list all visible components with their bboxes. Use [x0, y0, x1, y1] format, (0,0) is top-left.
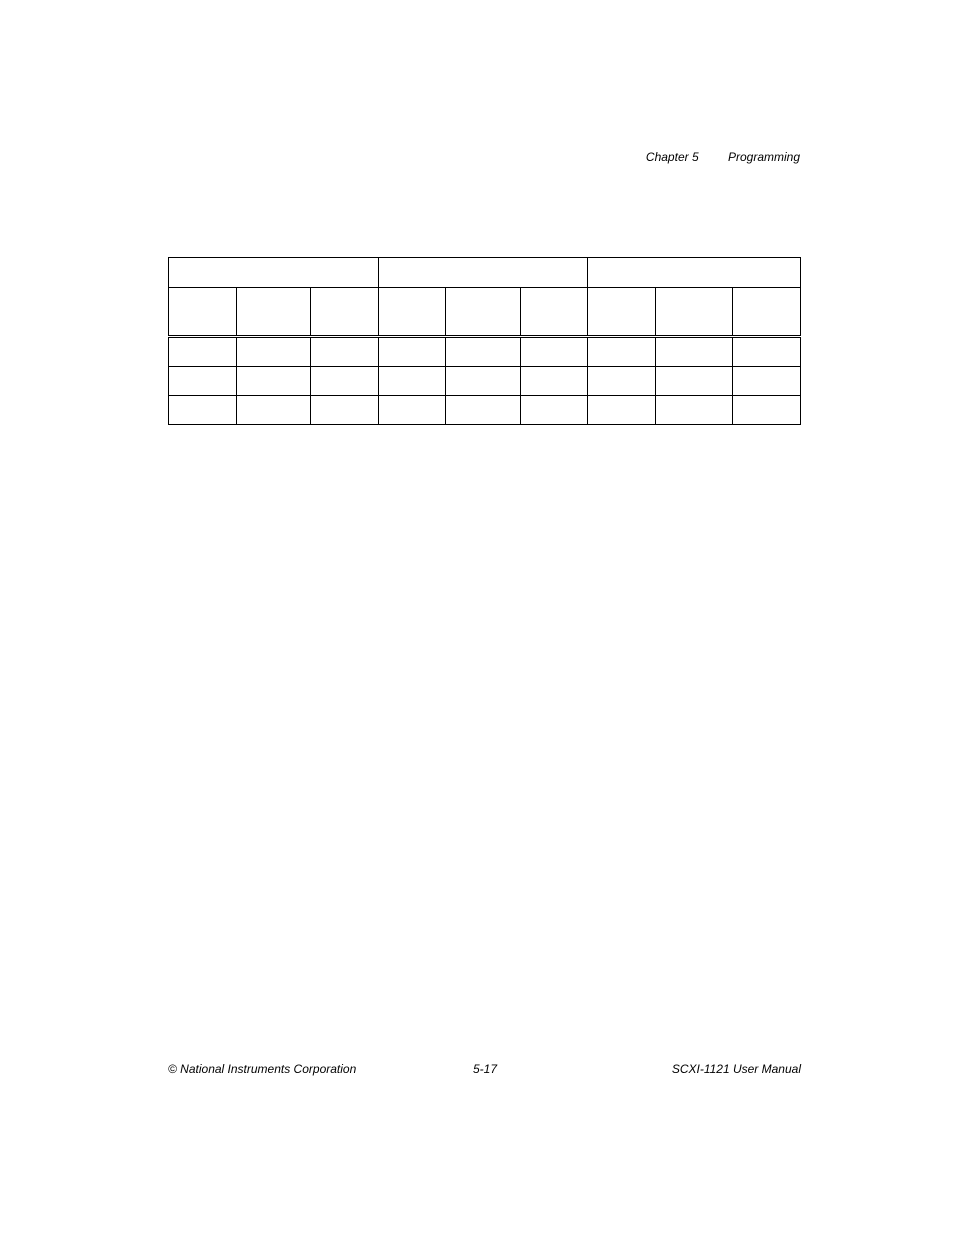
table-cell — [237, 337, 311, 367]
table-cell — [656, 396, 733, 425]
table-cell — [379, 337, 446, 367]
table-cell — [521, 396, 588, 425]
table-cell — [379, 396, 446, 425]
table-cell — [521, 367, 588, 396]
table-column-header — [521, 287, 588, 336]
table-column-header — [588, 287, 656, 336]
chapter-label: Chapter 5 — [645, 150, 699, 164]
table-cell — [169, 367, 237, 396]
table-cell — [588, 337, 656, 367]
table-row — [169, 337, 801, 367]
table-column-header — [311, 287, 379, 336]
table-column-header — [379, 287, 446, 336]
table-cell — [733, 337, 801, 367]
table-cell — [169, 396, 237, 425]
table-column-header — [446, 287, 521, 336]
table-cell — [169, 337, 237, 367]
table-column-header — [237, 287, 311, 336]
table-cell — [237, 396, 311, 425]
table-cell — [588, 367, 656, 396]
table-column-header — [656, 287, 733, 336]
table-column-header — [169, 287, 237, 336]
table-cell — [733, 367, 801, 396]
table-column-header-row — [169, 287, 801, 336]
table-group-header — [379, 258, 588, 288]
table-cell — [588, 396, 656, 425]
table-cell — [733, 396, 801, 425]
table-cell — [656, 367, 733, 396]
table-cell — [446, 367, 521, 396]
footer-copyright: © National Instruments Corporation — [168, 1062, 357, 1076]
table-row — [169, 396, 801, 425]
table-column-header — [733, 287, 801, 336]
table-row — [169, 367, 801, 396]
section-title: Programming — [727, 150, 800, 164]
table-group-header — [588, 258, 801, 288]
table-cell — [656, 337, 733, 367]
running-header — [646, 150, 800, 164]
footer-manual-title: SCXI-1121 User Manual — [671, 1062, 801, 1076]
table-cell — [311, 337, 379, 367]
table-group-header — [169, 258, 379, 288]
table-cell — [521, 337, 588, 367]
table-cell — [311, 396, 379, 425]
table-group-header-row — [169, 258, 801, 288]
data-table — [168, 257, 801, 425]
footer-page-number: 5-17 — [473, 1062, 498, 1076]
table-cell — [237, 367, 311, 396]
table-cell — [311, 367, 379, 396]
table-cell — [446, 396, 521, 425]
table-cell — [379, 367, 446, 396]
table-cell — [446, 337, 521, 367]
